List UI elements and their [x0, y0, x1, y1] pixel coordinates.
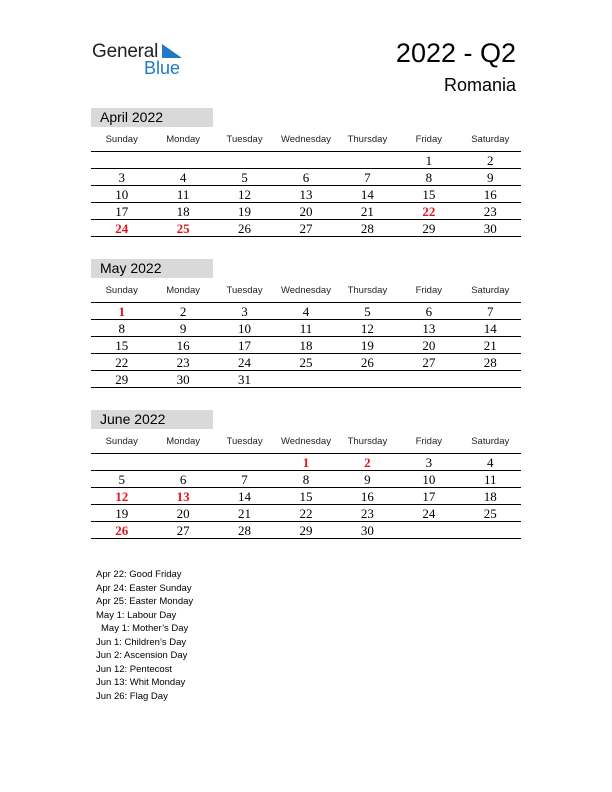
day-cell: 29 — [115, 372, 129, 387]
week-row — [91, 220, 521, 237]
day-cell: 24 — [422, 506, 436, 521]
day-cell: 25 — [483, 506, 497, 521]
day-cell: 1 — [118, 304, 125, 319]
weekday-label: Thursday — [347, 285, 388, 296]
week-row — [91, 505, 521, 522]
day-cell: 12 — [238, 187, 252, 202]
day-cell: 14 — [238, 489, 252, 504]
general-blue-logo — [92, 40, 192, 80]
day-cell: 7 — [364, 170, 371, 185]
day-cell — [214, 152, 275, 168]
week-row — [91, 320, 521, 337]
day-cell: 6 — [425, 304, 433, 319]
weekday-label: Wednesday — [280, 285, 331, 296]
weekday-label: Monday — [166, 285, 201, 296]
week-row — [91, 203, 521, 220]
day-cell: 28 — [483, 355, 497, 370]
week-row — [91, 354, 521, 371]
day-cell: 27 — [176, 523, 190, 538]
week-row — [91, 303, 521, 320]
holiday-item: Apr 24: Easter Sunday — [96, 582, 192, 594]
day-cell: 20 — [299, 204, 313, 219]
day-cell: 22 — [115, 355, 129, 370]
holiday-item: Apr 25: Easter Monday — [96, 596, 194, 607]
day-cell: 24 — [115, 221, 129, 236]
day-cell: 5 — [241, 170, 248, 185]
day-cell: 28 — [360, 221, 374, 236]
day-cell: 15 — [299, 489, 313, 504]
day-cell — [152, 152, 213, 168]
day-cell: 17 — [422, 489, 436, 504]
day-cell: 27 — [299, 221, 313, 236]
day-cell: 25 — [299, 355, 313, 370]
weekday-header-row — [91, 129, 521, 152]
day-cell: 20 — [422, 338, 436, 353]
logo-triangle-icon — [162, 44, 182, 60]
weekday-label: Sunday — [105, 285, 138, 296]
day-cell: 1 — [302, 455, 310, 470]
day-cell: 23 — [360, 506, 374, 521]
day-cell: 15 — [422, 187, 436, 202]
month-label: May 2022 — [91, 259, 213, 278]
day-cell: 5 — [118, 472, 125, 487]
day-cell: 14 — [483, 321, 497, 336]
day-cell: 11 — [483, 472, 497, 487]
month-april — [91, 108, 521, 237]
day-cell: 17 — [115, 204, 129, 219]
weekday-label: Tuesday — [226, 436, 263, 447]
page-title: 2022 - Q2 — [395, 38, 516, 68]
month-grid — [91, 454, 521, 539]
day-cell: 4 — [302, 304, 310, 319]
day-cell — [398, 371, 459, 387]
holiday-item: Jun 26: Flag Day — [96, 690, 168, 702]
day-cell: 18 — [299, 338, 313, 353]
day-cell: 18 — [176, 204, 190, 219]
day-cell — [91, 152, 152, 168]
day-cell: 19 — [238, 204, 252, 219]
day-cell: 30 — [483, 221, 497, 236]
weekday-label: Tuesday — [226, 134, 263, 145]
day-cell: 9 — [179, 321, 187, 336]
day-cell: 4 — [179, 170, 187, 185]
day-cell: 2 — [486, 153, 494, 168]
week-row — [91, 152, 521, 169]
day-cell: 8 — [425, 170, 433, 185]
day-cell: 26 — [115, 523, 129, 538]
day-cell — [275, 152, 336, 168]
day-cell: 3 — [118, 170, 125, 185]
day-cell: 30 — [360, 523, 374, 538]
holiday-item: Jun 13: Whit Monday — [96, 677, 186, 688]
day-cell: 16 — [176, 338, 190, 353]
weekday-label: Saturday — [471, 134, 510, 145]
day-cell: 10 — [422, 472, 436, 487]
weekday-header-row — [91, 280, 521, 303]
day-cell — [337, 152, 398, 168]
month-june — [91, 410, 521, 539]
weekday-label: Friday — [415, 285, 443, 296]
week-row — [91, 169, 521, 186]
day-cell: 1 — [425, 153, 433, 168]
day-cell: 12 — [115, 489, 129, 504]
week-row — [91, 488, 521, 505]
week-row — [91, 522, 521, 539]
logo-word-general: General — [92, 41, 159, 62]
week-row — [91, 454, 521, 471]
day-cell: 14 — [360, 187, 374, 202]
week-row — [91, 186, 521, 203]
day-cell: 21 — [238, 506, 252, 521]
day-cell: 21 — [360, 204, 374, 219]
weekday-label: Thursday — [347, 134, 388, 145]
month-may — [91, 259, 521, 388]
holiday-list — [96, 568, 193, 703]
day-cell: 25 — [176, 221, 190, 236]
weekday-label: Sunday — [105, 436, 138, 447]
day-cell: 7 — [486, 304, 494, 319]
day-cell: 15 — [115, 338, 129, 353]
day-cell — [460, 371, 521, 387]
day-cell: 22 — [422, 204, 436, 219]
weekday-label: Tuesday — [226, 285, 263, 296]
week-row — [91, 471, 521, 488]
weekday-label: Saturday — [471, 285, 510, 296]
weekday-label: Wednesday — [280, 436, 331, 447]
day-cell: 9 — [364, 472, 371, 487]
holiday-item: Apr 22: Good Friday — [96, 569, 182, 580]
country-name: Romania — [443, 75, 516, 95]
weekday-label: Sunday — [105, 134, 138, 145]
day-cell: 10 — [115, 187, 129, 202]
day-cell: 29 — [299, 523, 313, 538]
day-cell: 13 — [176, 489, 190, 504]
month-grid — [91, 303, 521, 388]
day-cell: 3 — [425, 455, 433, 470]
day-cell: 26 — [360, 355, 374, 370]
day-cell: 26 — [238, 221, 252, 236]
day-cell: 9 — [486, 170, 494, 185]
day-cell: 12 — [360, 321, 374, 336]
day-cell: 6 — [179, 472, 187, 487]
day-cell: 13 — [299, 187, 313, 202]
weekday-label: Monday — [166, 134, 201, 145]
day-cell — [398, 522, 459, 538]
day-cell: 21 — [483, 338, 497, 353]
day-cell: 19 — [360, 338, 374, 353]
logo-word-blue: Blue — [144, 58, 181, 78]
day-cell — [152, 454, 213, 470]
month-label: April 2022 — [91, 108, 213, 127]
weekday-label: Monday — [166, 436, 201, 447]
weekday-label: Thursday — [347, 436, 388, 447]
day-cell: 4 — [486, 455, 494, 470]
day-cell: 20 — [176, 506, 190, 521]
day-cell: 30 — [176, 372, 190, 387]
day-cell: 31 — [238, 372, 252, 387]
day-cell: 27 — [422, 355, 436, 370]
weekday-header-row — [91, 431, 521, 454]
day-cell: 3 — [241, 304, 248, 319]
holiday-item: Jun 12: Pentecost — [96, 663, 173, 675]
day-cell: 11 — [299, 321, 313, 336]
day-cell: 23 — [483, 204, 497, 219]
month-grid — [91, 152, 521, 237]
day-cell: 8 — [118, 321, 125, 336]
day-cell — [460, 522, 521, 538]
day-cell: 8 — [302, 472, 310, 487]
weekday-label: Friday — [415, 134, 443, 145]
holiday-item: May 1: Labour Day — [96, 609, 177, 621]
day-cell: 6 — [302, 170, 310, 185]
day-cell: 29 — [422, 221, 436, 236]
day-cell: 22 — [299, 506, 313, 521]
weekday-label: Saturday — [471, 436, 510, 447]
weekday-label: Friday — [415, 436, 443, 447]
day-cell: 16 — [360, 489, 374, 504]
day-cell: 23 — [176, 355, 190, 370]
day-cell: 24 — [238, 355, 252, 370]
day-cell: 7 — [241, 472, 248, 487]
day-cell — [275, 371, 336, 387]
day-cell: 2 — [364, 455, 371, 470]
day-cell — [91, 454, 152, 470]
holiday-item: May 1: Mother’s Day — [101, 623, 189, 634]
day-cell — [214, 454, 275, 470]
day-cell: 28 — [238, 523, 252, 538]
day-cell: 17 — [238, 338, 252, 353]
day-cell: 11 — [176, 187, 190, 202]
day-cell: 2 — [179, 304, 187, 319]
day-cell: 18 — [483, 489, 497, 504]
week-row — [91, 337, 521, 354]
week-row — [91, 371, 521, 388]
day-cell: 10 — [238, 321, 252, 336]
weekday-label: Wednesday — [280, 134, 331, 145]
day-cell: 13 — [422, 321, 436, 336]
day-cell — [337, 371, 398, 387]
holiday-item: Jun 2: Ascension Day — [96, 650, 188, 661]
day-cell: 19 — [115, 506, 129, 521]
day-cell: 5 — [364, 304, 371, 319]
month-label: June 2022 — [91, 410, 213, 429]
day-cell: 16 — [483, 187, 497, 202]
holiday-item: Jun 1: Children’s Day — [96, 636, 187, 648]
